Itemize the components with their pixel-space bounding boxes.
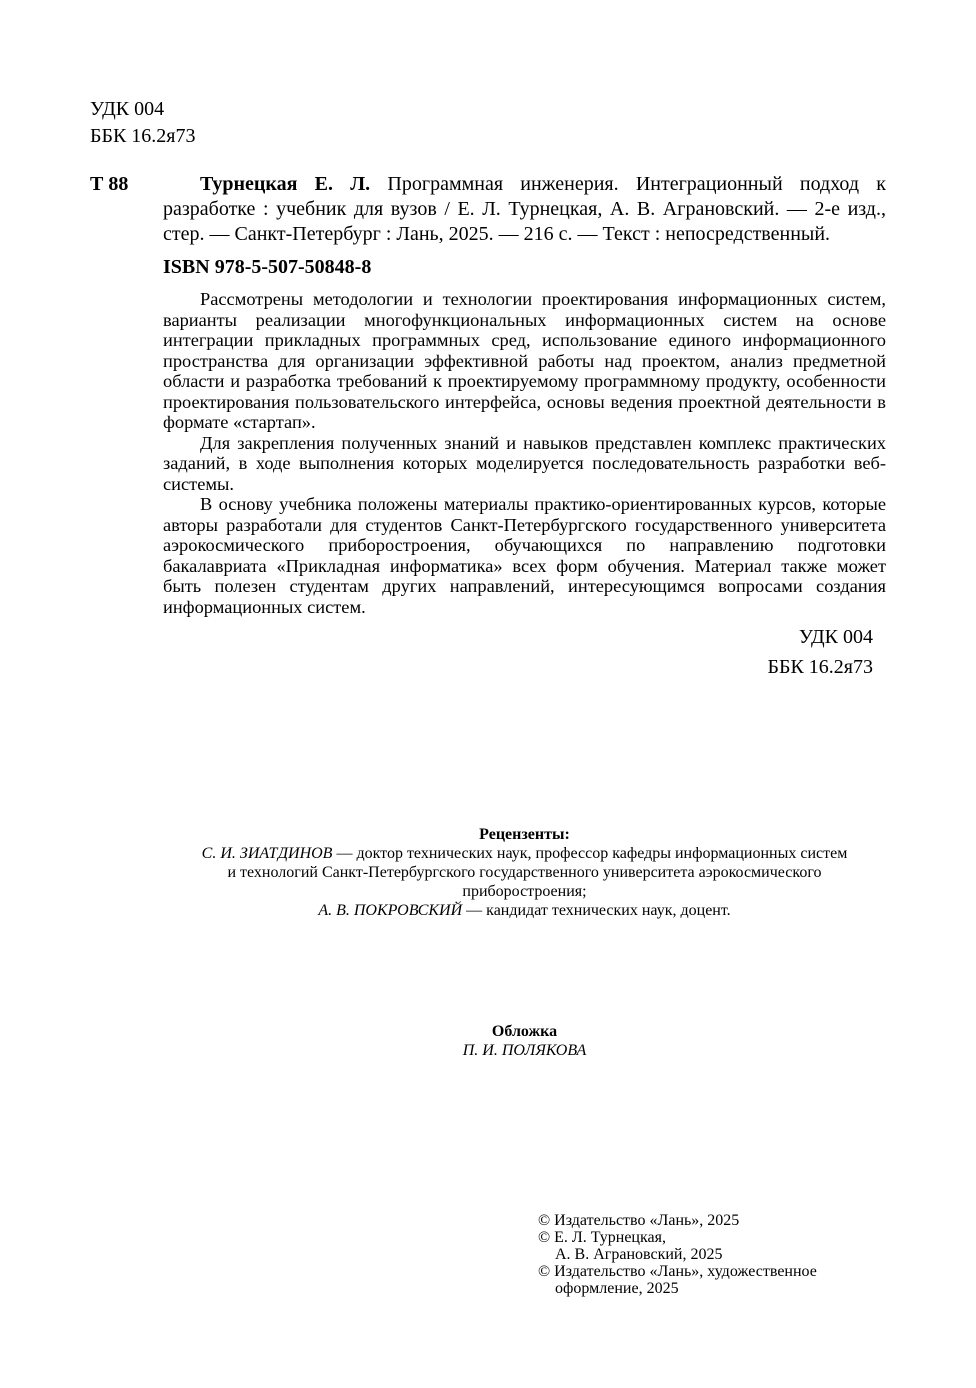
- author-name: Турнецкая Е. Л.: [200, 173, 371, 195]
- abstract-paragraph: В основу учебника положены материалы практико-ориентированных курсов, которые авторы разработали для студентов Санкт-Петербургского государственного университета аэрокосмического приборостроения, обучающихся по направлению подготовки бакалавриата «Прикладная информатика» всех форм обучения. Материал также может быть полезен студентам других направлений, интересующимся вопросами создания информационных систем.: [163, 494, 886, 617]
- abstract-paragraph: Для закрепления полученных знаний и навыков представлен комплекс практических заданий, в ходе выполнения которых моделируется последовательность разработки веб-системы.: [163, 432, 886, 494]
- reviewer-1-name: С. И. ЗИАТДИНОВ: [201, 845, 333, 862]
- cover-credit: [163, 1022, 886, 1060]
- author-mark: Т 88: [90, 173, 129, 195]
- bbk-code: ББК 16.2я73: [767, 656, 873, 678]
- reviewers-heading: Рецензенты:: [479, 826, 570, 843]
- abstract-paragraph: Рассмотрены методологии и технологии проектирования информационных систем, варианты реализации многофункциональных информационных систем на основе интеграции прикладных программных сред, использование единого информационного пространства для организации эффективной работы над проектом, анализ предметной области и разработка требований к проектируемому программному продукту, особенности проектирования пользовательского интерфейса, основы ведения проектной деятельности в формате «стартап».: [163, 289, 886, 432]
- abstract: [163, 289, 886, 617]
- copyright-line: А. В. Аграновский, 2025: [555, 1246, 723, 1263]
- copyright-line: © Издательство «Лань», 2025: [538, 1212, 740, 1229]
- right-classification-codes: [767, 622, 873, 682]
- reviewer-2: [163, 901, 886, 920]
- reviewer-2-description: — кандидат технических наук, доцент.: [462, 902, 731, 919]
- udk-code: УДК 004: [90, 98, 165, 120]
- bibliographic-record: [163, 172, 886, 247]
- reviewer-1-description-line: приборостроения;: [462, 883, 587, 900]
- bibliographic-description: Программная инженерия. Интеграционный подход к разработке : учебник для вузов / Е. Л. Турнецкая, А. В. Аграновский. — 2-е изд., стер. — Санкт-Петербург : Лань, 2025. — 216 с. — Текст : непосредственный.: [163, 173, 886, 245]
- copyright-line: © Издательство «Лань», художественное: [538, 1263, 817, 1280]
- copyright-line: оформление, 2025: [555, 1280, 679, 1297]
- reviewer-1-description: — доктор технических наук, профессор кафедры информационных систем: [332, 845, 848, 862]
- reviewer-1-description-line: и технологий Санкт-Петербургского государственного университета аэрокосмического: [227, 864, 822, 881]
- top-classification-codes: [90, 96, 196, 150]
- copyright-block: [538, 1212, 817, 1297]
- reviewer-2-name: А. В. ПОКРОВСКИЙ: [318, 902, 463, 919]
- reviewers-block: [163, 825, 886, 920]
- udk-code: УДК 004: [798, 626, 873, 648]
- bbk-code: ББК 16.2я73: [90, 125, 196, 147]
- cover-heading: Обложка: [491, 1023, 558, 1040]
- cover-artist: П. И. ПОЛЯКОВА: [462, 1042, 587, 1059]
- reviewer-1: [163, 844, 886, 863]
- isbn: ISBN 978-5-507-50848-8: [163, 256, 372, 278]
- copyright-line: © Е. Л. Турнецкая,: [538, 1229, 666, 1246]
